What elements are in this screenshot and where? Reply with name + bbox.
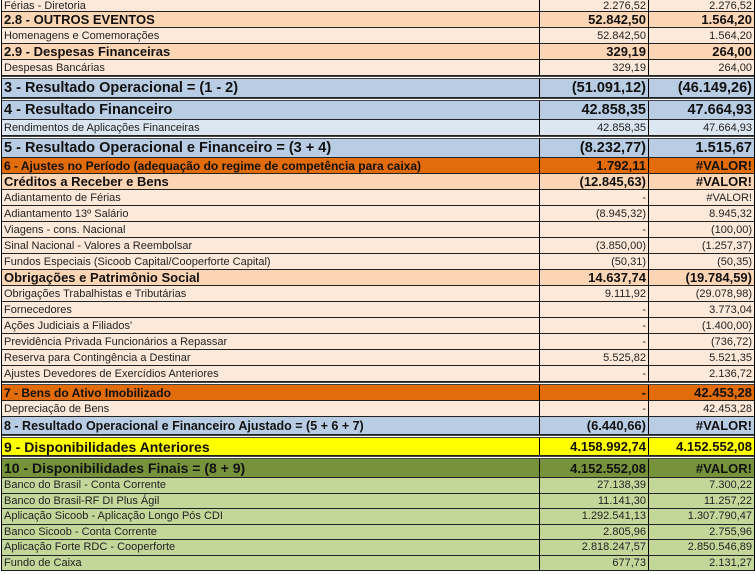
value-cell-period-1[interactable]: (8.232,77) — [539, 139, 648, 157]
table-row — [2, 44, 754, 60]
value-cell-period-1[interactable]: 2.805,96 — [539, 525, 648, 540]
value-cell-period-2[interactable]: (1.257,37) — [648, 238, 754, 253]
value-cell-period-2[interactable]: #VALOR! — [648, 158, 754, 173]
value-cell-period-2[interactable]: 42.453,28 — [648, 385, 754, 400]
row-label-cell[interactable]: Ações Judiciais a Filiados' — [4, 319, 133, 332]
row-label-cell[interactable]: Sinal Nacional - Valores a Reembolsar — [4, 239, 193, 252]
table-row — [2, 0, 754, 12]
row-label-cell[interactable]: 10 - Disponibilidades Finais = (8 + 9) — [4, 460, 246, 476]
table-row — [2, 238, 754, 254]
value-cell-period-1[interactable]: 11.141,30 — [539, 494, 648, 509]
row-label-cell[interactable]: Homenagens e Comemorações — [4, 29, 160, 42]
value-cell-period-1[interactable]: (6.440,66) — [539, 417, 648, 434]
table-row — [2, 206, 754, 222]
value-cell-period-1[interactable]: 2.276,52 — [539, 0, 648, 11]
table-row — [2, 525, 754, 541]
value-cell-period-2[interactable]: 4.152.552,08 — [648, 438, 754, 455]
row-label-cell[interactable]: Aplicação Forte RDC - Cooperforte — [4, 541, 176, 554]
row-label-cell[interactable]: 2.9 - Despesas Financeiras — [4, 44, 171, 59]
value-cell-period-1[interactable]: (12.845,63) — [539, 174, 648, 189]
value-cell-period-1[interactable]: 2.818.247,57 — [539, 540, 648, 555]
value-cell-period-2[interactable]: 2.755,96 — [648, 525, 754, 540]
value-cell-period-1[interactable]: - — [539, 222, 648, 237]
row-label-cell[interactable]: Despesas Bancárias — [4, 61, 105, 74]
row-label-cell[interactable]: Fornecedores — [4, 303, 72, 316]
value-cell-period-2[interactable]: 264,00 — [648, 60, 754, 75]
table-row — [2, 438, 754, 456]
value-cell-period-1[interactable]: (8.945,32) — [539, 206, 648, 221]
table-row — [2, 60, 754, 76]
table-row — [2, 79, 754, 98]
value-cell-period-2[interactable]: #VALOR! — [648, 459, 754, 477]
value-cell-period-1[interactable]: 14.637,74 — [539, 270, 648, 285]
row-label-cell[interactable]: Obrigações e Patrimônio Social — [4, 270, 200, 285]
value-cell-period-1[interactable]: 52.842,50 — [539, 28, 648, 43]
value-cell-period-2[interactable]: #VALOR! — [648, 174, 754, 189]
table-row — [2, 417, 754, 435]
value-cell-period-2[interactable]: 2.131,27 — [648, 556, 754, 571]
row-label-cell[interactable]: Ajustes Devedores de Exercídios Anteriores — [4, 367, 219, 380]
row-label-cell[interactable]: 9 - Disponibilidades Anteriores — [4, 438, 210, 455]
value-cell-period-1[interactable]: 329,19 — [539, 44, 648, 59]
table-row — [2, 334, 754, 350]
row-label-cell[interactable]: Viagens - cons. Nacional — [4, 223, 126, 236]
value-cell-period-2[interactable]: 2.276,52 — [648, 0, 754, 11]
table-row — [2, 318, 754, 334]
value-cell-period-1[interactable]: - — [539, 190, 648, 205]
value-cell-period-1[interactable]: - — [539, 302, 648, 317]
table-row — [2, 459, 754, 478]
spreadsheet-table — [1, 0, 755, 571]
table-row — [2, 556, 754, 572]
row-label-cell[interactable]: Fundos Especiais (Sicoob Capital/Cooperforte Capital) — [4, 255, 271, 268]
value-cell-period-1[interactable]: 677,73 — [539, 556, 648, 571]
value-cell-period-2[interactable]: 1.515,67 — [648, 139, 754, 157]
value-cell-period-2[interactable]: 7.300,22 — [648, 478, 754, 493]
value-cell-period-2[interactable]: 264,00 — [648, 44, 754, 59]
row-label-cell[interactable]: Depreciação de Bens — [4, 402, 110, 415]
value-cell-period-2[interactable]: 8.945,32 — [648, 206, 754, 221]
row-label-cell[interactable]: Banco do Brasil-RF DI Plus Ágil — [4, 494, 160, 507]
value-cell-period-2[interactable]: 3.773,04 — [648, 302, 754, 317]
value-cell-period-1[interactable]: 52.842,50 — [539, 12, 648, 27]
row-label-cell[interactable]: 7 - Bens do Ativo Imobilizado — [4, 385, 171, 400]
row-label-cell[interactable]: Reserva para Contingência a Destinar — [4, 351, 191, 364]
table-row — [2, 350, 754, 366]
row-label-cell[interactable]: 5 - Resultado Operacional e Financeiro = (3 + 4) — [4, 140, 332, 156]
value-cell-period-2[interactable]: 1.307.790,47 — [648, 509, 754, 524]
value-cell-period-1[interactable]: 4.152.552,08 — [539, 459, 648, 477]
table-row — [2, 174, 754, 190]
value-cell-period-1[interactable]: (51.091,12) — [539, 79, 648, 97]
value-cell-period-1[interactable]: 42.858,35 — [539, 101, 648, 119]
value-cell-period-1[interactable]: - — [539, 366, 648, 381]
table-row — [2, 190, 754, 206]
table-row — [2, 28, 754, 44]
row-label-cell[interactable]: Férias - Diretoria — [4, 0, 86, 11]
value-cell-period-2[interactable]: 42.453,28 — [648, 401, 754, 416]
value-cell-period-2[interactable]: 11.257,22 — [648, 494, 754, 509]
table-row — [2, 139, 754, 158]
table-row — [2, 270, 754, 286]
table-row — [2, 222, 754, 238]
value-cell-period-2[interactable]: (736,72) — [648, 334, 754, 349]
value-cell-period-2[interactable]: 1.564,20 — [648, 28, 754, 43]
value-cell-period-2[interactable]: 1.564,20 — [648, 12, 754, 27]
value-cell-period-2[interactable]: #VALOR! — [648, 190, 754, 205]
row-label-cell[interactable]: 8 - Resultado Operacional e Financeiro Ajustado = (5 + 6 + 7) — [4, 418, 364, 433]
value-cell-period-2[interactable]: 2.850.546,89 — [648, 540, 754, 555]
value-cell-period-1[interactable]: 42.858,35 — [539, 120, 648, 135]
value-cell-period-1[interactable]: 1.292.541,13 — [539, 509, 648, 524]
value-cell-period-2[interactable]: (100,00) — [648, 222, 754, 237]
table-row — [2, 366, 754, 382]
row-label-cell[interactable]: Adiantamento de Férias — [4, 191, 121, 204]
table-row — [2, 101, 754, 120]
value-cell-period-2[interactable]: 47.664,93 — [648, 120, 754, 135]
row-label-cell[interactable]: Aplicação Sicoob - Aplicação Longo Pós CDI — [4, 510, 223, 523]
table-row — [2, 509, 754, 525]
table-row — [2, 385, 754, 401]
row-label-cell[interactable]: Banco do Brasil - Conta Corrente — [4, 479, 167, 492]
value-cell-period-1[interactable]: - — [539, 318, 648, 333]
table-row — [2, 120, 754, 136]
table-row — [2, 254, 754, 270]
value-cell-period-2[interactable]: (29.078,98) — [648, 286, 754, 301]
value-cell-period-1[interactable]: - — [539, 385, 648, 400]
table-row — [2, 286, 754, 302]
value-cell-period-2[interactable]: (19.784,59) — [648, 270, 754, 285]
value-cell-period-2[interactable]: (46.149,26) — [648, 79, 754, 97]
value-cell-period-2[interactable]: (1.400,00) — [648, 318, 754, 333]
value-cell-period-1[interactable]: 329,19 — [539, 60, 648, 75]
table-row — [2, 494, 754, 510]
row-label-cell[interactable]: Créditos a Receber e Bens — [4, 174, 169, 189]
value-cell-period-1[interactable]: 9.111,92 — [539, 286, 648, 301]
value-cell-period-1[interactable]: 1.792,11 — [539, 158, 648, 173]
row-label-cell[interactable]: 6 - Ajustes no Período (adequação do regime de competência para caixa) — [4, 158, 422, 173]
row-label-cell[interactable]: Banco Sicoob - Conta Corrente — [4, 525, 157, 538]
value-cell-period-2[interactable]: 47.664,93 — [648, 101, 754, 119]
table-row — [2, 401, 754, 417]
value-cell-period-1[interactable]: - — [539, 401, 648, 416]
value-cell-period-2[interactable]: 2.136,72 — [648, 366, 754, 381]
value-cell-period-1[interactable]: 4.158.992,74 — [539, 438, 648, 455]
row-label-cell[interactable]: 4 - Resultado Financeiro — [4, 102, 173, 118]
row-label-cell[interactable]: Obrigações Trabalhistas e Tributárias — [4, 287, 187, 300]
value-cell-period-1[interactable]: 27.138,39 — [539, 478, 648, 493]
table-row — [2, 158, 754, 174]
table-row — [2, 12, 754, 28]
row-label-cell[interactable]: Adiantamento 13º Salário — [4, 207, 129, 220]
value-cell-period-2[interactable]: 5.521,35 — [648, 350, 754, 365]
table-row — [2, 540, 754, 556]
value-cell-period-1[interactable]: - — [539, 334, 648, 349]
table-row — [2, 302, 754, 318]
row-label-cell[interactable]: Rendimentos de Aplicações Financeiras — [4, 121, 200, 134]
value-cell-period-1[interactable]: 5.525,82 — [539, 350, 648, 365]
row-label-cell[interactable]: 2.8 - OUTROS EVENTOS — [4, 12, 155, 27]
table-row — [2, 478, 754, 494]
row-label-cell[interactable]: 3 - Resultado Operacional = (1 - 2) — [4, 80, 239, 96]
row-label-cell[interactable]: Fundo de Caixa — [4, 556, 82, 569]
value-cell-period-1[interactable]: (50,31) — [539, 254, 648, 269]
value-cell-period-2[interactable]: #VALOR! — [648, 417, 754, 434]
row-label-cell[interactable]: Previdência Privada Funcionários a Repassar — [4, 335, 228, 348]
value-cell-period-2[interactable]: (50,35) — [648, 254, 754, 269]
value-cell-period-1[interactable]: (3.850,00) — [539, 238, 648, 253]
